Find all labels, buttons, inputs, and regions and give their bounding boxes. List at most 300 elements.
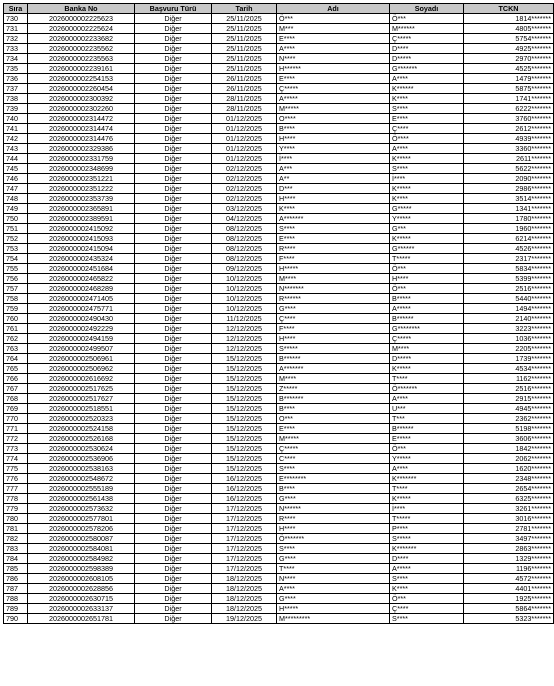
table-row [4,384,554,394]
basvuru-turu-cell: Diğer [135,344,212,354]
adi-cell: M***** [277,104,390,114]
basvuru-turu-cell: Diğer [135,264,212,274]
header-sira: Sıra [4,4,28,14]
table-row [4,114,554,124]
tckn-cell: 2140******* [464,314,554,324]
soyadi-cell: Ç**** [390,124,464,134]
basvuru-turu-cell: Diğer [135,494,212,504]
tckn-cell: 4925******* [464,44,554,54]
basvuru-turu-cell: Diğer [135,374,212,384]
tckn-cell: 2915******* [464,394,554,404]
basvuru-turu-cell: Diğer [135,34,212,44]
banka-no-cell: 2026000002538163 [28,464,135,474]
adi-cell: A***** [277,94,390,104]
basvuru-turu-cell: Diğer [135,164,212,174]
tckn-cell: 4805******* [464,24,554,34]
basvuru-turu-cell: Diğer [135,234,212,244]
sira-cell: 785 [4,564,28,574]
table-row [4,374,554,384]
adi-cell: A******* [277,214,390,224]
adi-cell: S**** [277,544,390,554]
table-row [4,34,554,44]
banka-no-cell: 2026000002329386 [28,144,135,154]
adi-cell: B******* [277,394,390,404]
tarih-cell: 16/12/2025 [212,484,277,494]
basvuru-turu-cell: Diğer [135,364,212,374]
sira-cell: 776 [4,474,28,484]
header-basvuru-turu: Başvuru Türü [135,4,212,14]
adi-cell: A**** [277,44,390,54]
soyadi-cell: M**** [390,344,464,354]
banka-no-cell: 2026000002517627 [28,394,135,404]
tarih-cell: 02/12/2025 [212,174,277,184]
tarih-cell: 01/12/2025 [212,124,277,134]
tckn-cell: 1780******* [464,214,554,224]
tckn-cell: 5754******* [464,34,554,44]
sira-cell: 734 [4,54,28,64]
adi-cell: F**** [277,324,390,334]
basvuru-turu-cell: Diğer [135,534,212,544]
banka-no-cell: 2026000002506962 [28,364,135,374]
adi-cell: N**** [277,54,390,64]
tckn-cell: 3360******* [464,144,554,154]
tarih-cell: 01/12/2025 [212,114,277,124]
sira-cell: 783 [4,544,28,554]
basvuru-turu-cell: Diğer [135,244,212,254]
tarih-cell: 17/12/2025 [212,564,277,574]
sira-cell: 786 [4,574,28,584]
sira-cell: 782 [4,534,28,544]
banka-no-cell: 2026000002415093 [28,234,135,244]
tarih-cell: 15/12/2025 [212,454,277,464]
basvuru-turu-cell: Diğer [135,544,212,554]
basvuru-turu-cell: Diğer [135,614,212,624]
tarih-cell: 15/12/2025 [212,364,277,374]
basvuru-turu-cell: Diğer [135,44,212,54]
tckn-cell: 2090******* [464,174,554,184]
tarih-cell: 16/12/2025 [212,474,277,484]
soyadi-cell: T**** [390,374,464,384]
soyadi-cell: İ**** [390,504,464,514]
tckn-cell: 6325******* [464,494,554,504]
tckn-cell: 2062******* [464,454,554,464]
tckn-cell: 2986******* [464,184,554,194]
adi-cell: R****** [277,294,390,304]
basvuru-turu-cell: Diğer [135,404,212,414]
banka-no-cell: 2026000002633137 [28,604,135,614]
soyadi-cell: İ**** [390,174,464,184]
header-banka-no: Banka No [28,4,135,14]
adi-cell: N**** [277,574,390,584]
table-row [4,524,554,534]
adi-cell: E**** [277,34,390,44]
tckn-cell: 1741******* [464,94,554,104]
table-row [4,264,554,274]
sira-cell: 753 [4,244,28,254]
banka-no-cell: 2026000002331759 [28,154,135,164]
sira-cell: 764 [4,354,28,364]
adi-cell: H**** [277,334,390,344]
table-row [4,154,554,164]
soyadi-cell: K**** [390,584,464,594]
tarih-cell: 25/11/2025 [212,44,277,54]
table-row [4,574,554,584]
banka-no-cell: 2026000002518551 [28,404,135,414]
table-row [4,194,554,204]
adi-cell: M********* [277,614,390,624]
banka-no-cell: 2026000002616692 [28,374,135,384]
banka-no-cell: 2026000002494159 [28,334,135,344]
tarih-cell: 04/12/2025 [212,214,277,224]
sira-cell: 744 [4,154,28,164]
adi-cell: Ö*** [277,14,390,24]
tckn-cell: 3514******* [464,194,554,204]
tarih-cell: 25/11/2025 [212,24,277,34]
sira-cell: 781 [4,524,28,534]
soyadi-cell: A**** [390,74,464,84]
adi-cell: A*** [277,164,390,174]
tarih-cell: 25/11/2025 [212,14,277,24]
basvuru-turu-cell: Diğer [135,314,212,324]
adi-cell: N****** [277,504,390,514]
banka-no-cell: 2026000002225624 [28,24,135,34]
tarih-cell: 26/11/2025 [212,84,277,94]
table-row [4,454,554,464]
tckn-cell: 6214******* [464,234,554,244]
tarih-cell: 25/11/2025 [212,54,277,64]
soyadi-cell: S**** [390,164,464,174]
tckn-cell: 5864******* [464,604,554,614]
basvuru-turu-cell: Diğer [135,604,212,614]
adi-cell: G**** [277,494,390,504]
tarih-cell: 26/11/2025 [212,74,277,84]
banka-no-cell: 2026000002314474 [28,124,135,134]
tckn-cell: 3016******* [464,514,554,524]
soyadi-cell: A**** [390,144,464,154]
tarih-cell: 25/11/2025 [212,64,277,74]
banka-no-cell: 2026000002580087 [28,534,135,544]
tarih-cell: 12/12/2025 [212,344,277,354]
tckn-cell: 2348******* [464,474,554,484]
sira-cell: 765 [4,364,28,374]
tarih-cell: 12/12/2025 [212,334,277,344]
basvuru-turu-cell: Diğer [135,294,212,304]
tarih-cell: 17/12/2025 [212,534,277,544]
basvuru-turu-cell: Diğer [135,14,212,24]
tckn-cell: 1620******* [464,464,554,474]
tarih-cell: 10/12/2025 [212,284,277,294]
basvuru-turu-cell: Diğer [135,454,212,464]
table-row [4,494,554,504]
tarih-cell: 15/12/2025 [212,434,277,444]
banka-no-cell: 2026000002628856 [28,584,135,594]
table-row [4,284,554,294]
table-header [4,4,554,14]
soyadi-cell: G*** [390,224,464,234]
sira-cell: 735 [4,64,28,74]
tckn-cell: 1814******* [464,14,554,24]
tarih-cell: 19/12/2025 [212,614,277,624]
adi-cell: B**** [277,124,390,134]
tarih-cell: 18/12/2025 [212,584,277,594]
basvuru-turu-cell: Diğer [135,24,212,34]
tckn-cell: 1479******* [464,74,554,84]
tarih-cell: 17/12/2025 [212,524,277,534]
banka-no-cell: 2026000002561438 [28,494,135,504]
banka-no-cell: 2026000002233682 [28,34,135,44]
tarih-cell: 15/12/2025 [212,354,277,364]
sira-cell: 762 [4,334,28,344]
soyadi-cell: T*** [390,414,464,424]
table-row [4,464,554,474]
banka-no-cell: 2026000002260454 [28,84,135,94]
sira-cell: 761 [4,324,28,334]
header-tckn: TCKN [464,4,554,14]
table-row [4,534,554,544]
tckn-cell: 3223******* [464,324,554,334]
banka-no-cell: 2026000002451684 [28,264,135,274]
basvuru-turu-cell: Diğer [135,354,212,364]
banka-no-cell: 2026000002598389 [28,564,135,574]
banka-no-cell: 2026000002435324 [28,254,135,264]
header-soyadi: Soyadı [390,4,464,14]
basvuru-turu-cell: Diğer [135,94,212,104]
sira-cell: 740 [4,114,28,124]
banka-no-cell: 2026000002471405 [28,294,135,304]
soyadi-cell: M****** [390,24,464,34]
sira-cell: 772 [4,434,28,444]
banka-no-cell: 2026000002555189 [28,484,135,494]
soyadi-cell: K**** [390,194,464,204]
soyadi-cell: K***** [390,184,464,194]
table-row [4,144,554,154]
sira-cell: 738 [4,94,28,104]
table-row [4,364,554,374]
tckn-cell: 1739******* [464,354,554,364]
soyadi-cell: G****** [390,244,464,254]
table-row [4,314,554,324]
table-row [4,434,554,444]
adi-cell: Ç**** [277,314,390,324]
sira-cell: 788 [4,594,28,604]
adi-cell: G**** [277,304,390,314]
table-row [4,514,554,524]
banka-no-cell: 2026000002536906 [28,454,135,464]
tckn-cell: 4525******* [464,64,554,74]
tarih-cell: 17/12/2025 [212,504,277,514]
table-row [4,304,554,314]
soyadi-cell: D***** [390,54,464,64]
sira-cell: 760 [4,314,28,324]
soyadi-cell: Ö******* [390,384,464,394]
adi-cell: R**** [277,514,390,524]
basvuru-turu-cell: Diğer [135,144,212,154]
adi-cell: A** [277,174,390,184]
tckn-cell: 3606******* [464,434,554,444]
sira-cell: 790 [4,614,28,624]
table-row [4,84,554,94]
banka-no-cell: 2026000002314472 [28,114,135,124]
banka-no-cell: 2026000002499507 [28,344,135,354]
records-table [3,3,554,624]
tckn-cell: 1329******* [464,554,554,564]
basvuru-turu-cell: Diğer [135,134,212,144]
tckn-cell: 5834******* [464,264,554,274]
soyadi-cell: Ö*** [390,594,464,604]
sira-cell: 747 [4,184,28,194]
sira-cell: 780 [4,514,28,524]
tckn-cell: 4939******* [464,134,554,144]
sira-cell: 778 [4,494,28,504]
adi-cell: F**** [277,254,390,264]
banka-no-cell: 2026000002577801 [28,514,135,524]
table-row [4,54,554,64]
basvuru-turu-cell: Diğer [135,284,212,294]
basvuru-turu-cell: Diğer [135,484,212,494]
tckn-cell: 2781******* [464,524,554,534]
sira-cell: 784 [4,554,28,564]
sira-cell: 755 [4,264,28,274]
sira-cell: 730 [4,14,28,24]
adi-cell: B**** [277,484,390,494]
adi-cell: G**** [277,554,390,564]
basvuru-turu-cell: Diğer [135,394,212,404]
soyadi-cell: D**** [390,44,464,54]
adi-cell: H**** [277,134,390,144]
soyadi-cell: B****** [390,314,464,324]
sira-cell: 759 [4,304,28,314]
table-row [4,274,554,284]
banka-no-cell: 2026000002530624 [28,444,135,454]
tckn-cell: 5622******* [464,164,554,174]
table-row [4,394,554,404]
banka-no-cell: 2026000002524158 [28,424,135,434]
adi-cell: Y**** [277,144,390,154]
tarih-cell: 08/12/2025 [212,244,277,254]
adi-cell: Ç***** [277,444,390,454]
basvuru-turu-cell: Diğer [135,254,212,264]
soyadi-cell: Ç***** [390,334,464,344]
banka-no-cell: 2026000002365891 [28,204,135,214]
banka-no-cell: 2026000002235562 [28,44,135,54]
adi-cell: E**** [277,424,390,434]
banka-no-cell: 2026000002389591 [28,214,135,224]
table-row [4,234,554,244]
sira-cell: 752 [4,234,28,244]
tckn-cell: 1494******* [464,304,554,314]
banka-no-cell: 2026000002235563 [28,54,135,64]
tckn-cell: 2362******* [464,414,554,424]
soyadi-cell: U*** [390,404,464,414]
adi-cell: M**** [277,374,390,384]
adi-cell: A******* [277,364,390,374]
tarih-cell: 02/12/2025 [212,184,277,194]
soyadi-cell: K******* [390,474,464,484]
adi-cell: Ç***** [277,84,390,94]
soyadi-cell: A**** [390,394,464,404]
soyadi-cell: S**** [390,104,464,114]
tckn-cell: 3497******* [464,534,554,544]
adi-cell: E******** [277,474,390,484]
soyadi-cell: S***** [390,534,464,544]
tarih-cell: 25/11/2025 [212,34,277,44]
table-row [4,414,554,424]
basvuru-turu-cell: Diğer [135,124,212,134]
soyadi-cell: H**** [390,274,464,284]
table-row [4,404,554,414]
basvuru-turu-cell: Diğer [135,444,212,454]
adi-cell: H**** [277,524,390,534]
adi-cell: O*** [277,414,390,424]
sira-cell: 779 [4,504,28,514]
banka-no-cell: 2026000002492229 [28,324,135,334]
sira-cell: 768 [4,394,28,404]
banka-no-cell: 2026000002475771 [28,304,135,314]
tarih-cell: 10/12/2025 [212,304,277,314]
table-row [4,164,554,174]
tckn-cell: 5875******* [464,84,554,94]
basvuru-turu-cell: Diğer [135,114,212,124]
table-row [4,594,554,604]
banka-no-cell: 2026000002351221 [28,174,135,184]
sira-cell: 775 [4,464,28,474]
sira-cell: 743 [4,144,28,154]
tarih-cell: 15/12/2025 [212,404,277,414]
soyadi-cell: B****** [390,424,464,434]
sira-cell: 748 [4,194,28,204]
sira-cell: 736 [4,74,28,84]
basvuru-turu-cell: Diğer [135,594,212,604]
sira-cell: 787 [4,584,28,594]
banka-no-cell: 2026000002468289 [28,284,135,294]
soyadi-cell: Y***** [390,454,464,464]
tarih-cell: 03/12/2025 [212,204,277,214]
adi-cell: S**** [277,224,390,234]
tckn-cell: 4526******* [464,244,554,254]
basvuru-turu-cell: Diğer [135,224,212,234]
basvuru-turu-cell: Diğer [135,84,212,94]
soyadi-cell: E**** [390,114,464,124]
banka-no-cell: 2026000002630715 [28,594,135,604]
tckn-cell: 6222******* [464,104,554,114]
basvuru-turu-cell: Diğer [135,414,212,424]
sira-cell: 731 [4,24,28,34]
banka-no-cell: 2026000002490430 [28,314,135,324]
basvuru-turu-cell: Diğer [135,74,212,84]
table-row [4,344,554,354]
tarih-cell: 17/12/2025 [212,544,277,554]
table-body [4,14,554,624]
table-row [4,474,554,484]
adi-cell: İ**** [277,154,390,164]
tarih-cell: 08/12/2025 [212,234,277,244]
tarih-cell: 10/12/2025 [212,274,277,284]
tarih-cell: 17/12/2025 [212,514,277,524]
banka-no-cell: 2026000002584982 [28,554,135,564]
soyadi-cell: G******* [390,64,464,74]
basvuru-turu-cell: Diğer [135,524,212,534]
header-tarih: Tarih [212,4,277,14]
sira-cell: 756 [4,274,28,284]
tarih-cell: 11/12/2025 [212,314,277,324]
adi-cell: M*** [277,24,390,34]
basvuru-turu-cell: Diğer [135,564,212,574]
soyadi-cell: K****** [390,84,464,94]
table-row [4,424,554,434]
table-row [4,254,554,264]
tarih-cell: 18/12/2025 [212,574,277,584]
sira-cell: 739 [4,104,28,114]
